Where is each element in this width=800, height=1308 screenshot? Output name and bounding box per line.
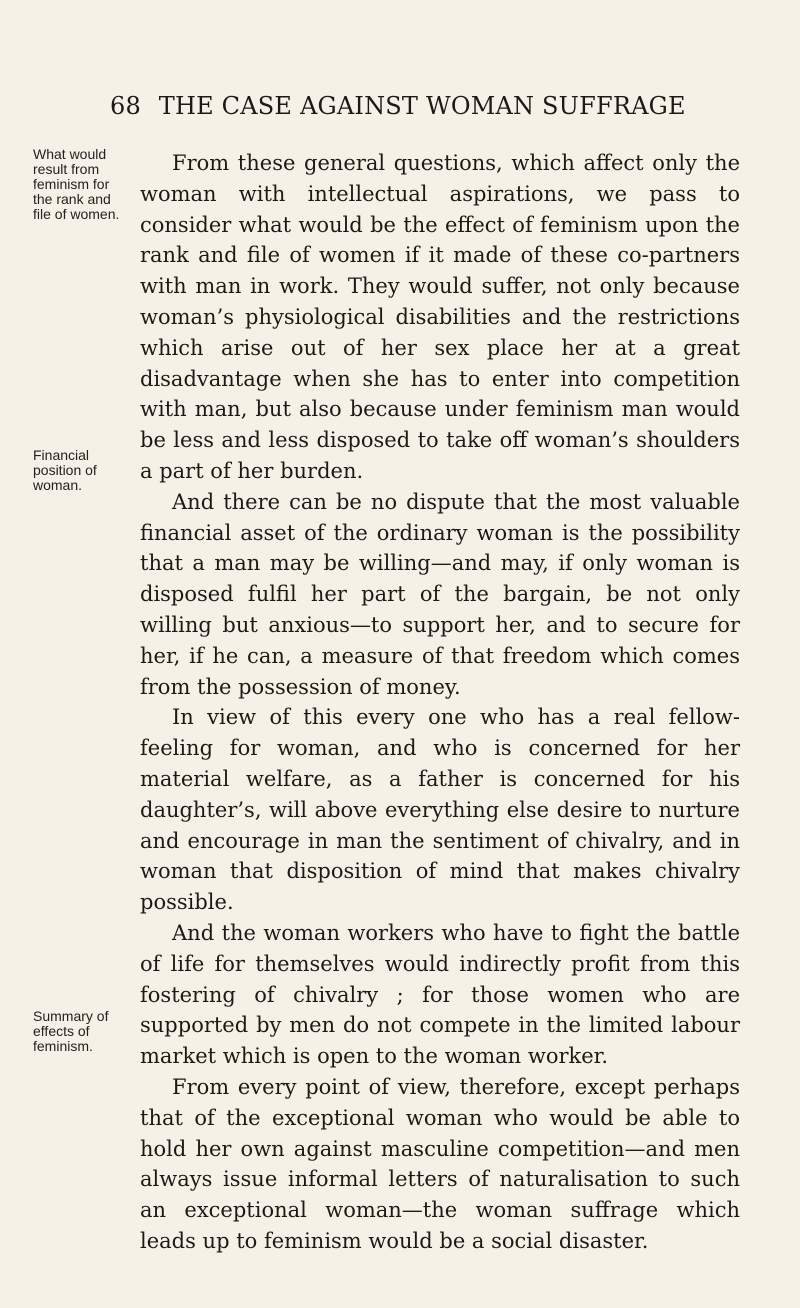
page-number: 68 [110,92,141,120]
body-text [140,148,740,1257]
running-head [110,92,750,120]
paragraph-4: And the woman workers who have to fight the battle of life for themselves would indirectly profit from this fostering of chivalry ; for those women who are supported by men do not compete in the limited labour market which is open to the woman worker. [140,920,740,1069]
margin-note-summary: Summary of effects of feminism. [33,1008,109,1054]
margin-note-rank-and-file: What would result from feminism for the rank and file of women. [33,146,120,222]
paragraph-3: In view of this every one who has a real fellow-feeling for woman, and who is concerned for her material welfare, as a father is concerned for his daughter’s, will above everything else desire to nurture and encourage in man the sentiment of chivalry, and in woman that disposition of mind that makes chivalry possible. [140,705,740,915]
margin-note-financial-position: Financial position of woman. [33,447,97,493]
paragraph-2: And there can be no dispute that the most valuable financial asset of the ordinary woman is the possibility that a man may be willing—and may, if only woman is disposed fulfil her part of the bargain, be not only willing but anxious—to support her, and to secure for her, if he can, a measure of that freedom which comes from the possession of money. [140,489,740,699]
paragraph-1: From these general questions, which affect only the woman with intellectual aspirations, we pass to consider what would be the effect of feminism upon the rank and file of women if it made of these co-partners with man in work. They would suffer, not only because woman’s physiological disabilities and the restrictions which arise out of her sex place her at a great disadvantage when she has to enter into competition with man, but also because under feminism man would be less and less disposed to take off woman’s shoulders a part of her burden. [140,151,740,483]
paragraph-5: From every point of view, therefore, except perhaps that of the exceptional woman who would be able to hold her own against masculine competition—and men always issue informal letters of naturalisation to such an exceptional woman—the woman suffrage which leads up to feminism would be a social disaster. [140,1074,740,1253]
book-title: THE CASE AGAINST WOMAN SUFFRAGE [158,92,686,120]
